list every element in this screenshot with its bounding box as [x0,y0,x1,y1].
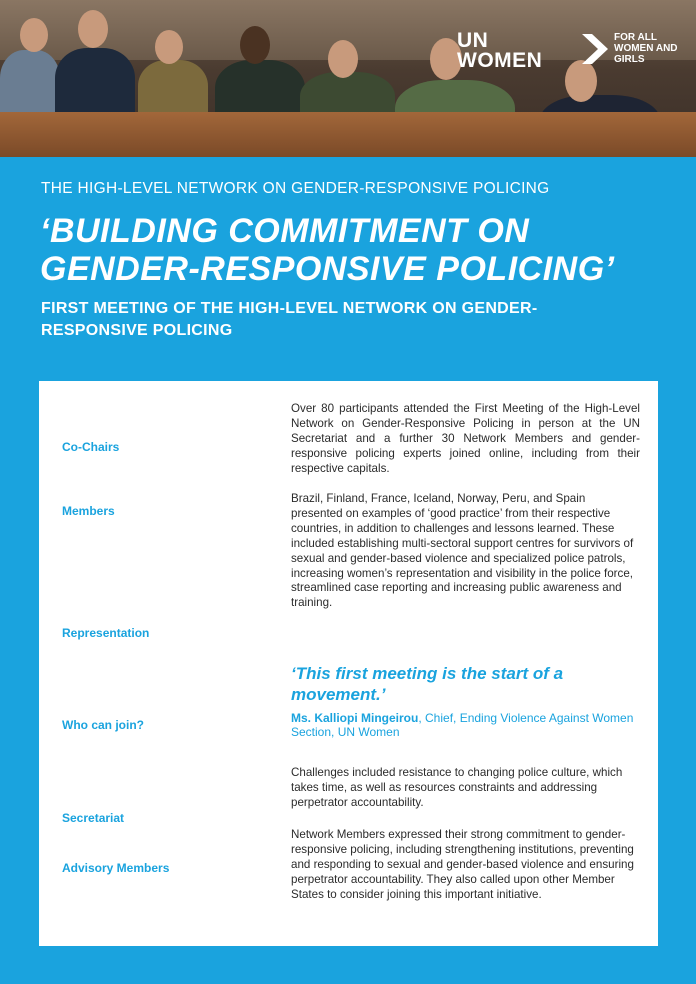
kicker-heading: THE HIGH-LEVEL NETWORK ON GENDER-RESPONSIVE POLICING [41,180,550,197]
paragraph-challenges: Challenges included resistance to changing police culture, which takes time, as well as resources constraints and addressing perpetrator accountability. [291,766,623,809]
paragraph-good-practice: Brazil, Finland, France, Iceland, Norway, Peru, and Spain presented on examples of ‘good practice’ from their respective countries, in addition to challenges and lessons learned. These included establishing multi-sectoral support centres for survivors of sexual and gender-based violence and specialized police patrols, increasing women’s representation and visibility in the police force, streamlined case reporting and increasing public awareness and training. [291,492,634,610]
photo-desk [0,112,696,157]
content-panel [39,381,658,946]
label-representation: Representation [62,626,150,640]
un-women-logo-text: UN WOMEN [457,29,543,72]
paragraph-participants: Over 80 participants attended the First Meeting of the High-Level Network on Gender-Responsive Policing in person at the UN Secretariat and a further 30 Network Members and gender-responsive policing experts joined online, including from their respective capitals. [291,402,640,475]
quote-attribution [291,711,640,739]
header-photo [0,0,696,157]
photo-head [155,30,183,64]
quote-author: Ms. Kalliopi Mingeirou [291,711,419,725]
label-advisory-members: Advisory Members [62,861,170,875]
label-co-chairs: Co-Chairs [62,440,120,454]
photo-head [78,10,108,48]
quote-author-role: , Chief, Ending Violence Against Women Section, UN Women [291,711,634,739]
paragraph-commitment: Network Members expressed their strong commitment to gender-responsive policing, including strengthening institutions, preventing and responding to sexual and gender-based violence and ensuring perpetrator accountability. They also called upon other Member States to consider joining this important initiative. [291,828,634,901]
photo-head [565,60,597,102]
page-subtitle: FIRST MEETING OF THE HIGH-LEVEL NETWORK ON GENDER-RESPONSIVE POLICING [41,300,538,339]
photo-head [240,26,270,64]
label-who-can-join: Who can join? [62,718,144,732]
pull-quote: ‘This first meeting is the start of a movement.’ [291,664,564,704]
photo-head [328,40,358,78]
photo-head [20,18,48,52]
for-all-women-text: FOR ALL WOMEN AND GIRLS [614,32,678,65]
un-women-logo [457,31,567,71]
label-secretariat: Secretariat [62,811,125,825]
page-title: ‘BUILDING COMMITMENT ON GENDER-RESPONSIVE POLICING’ [40,212,615,288]
photo-person [0,50,60,120]
chevron-logo-icon [582,34,610,64]
label-members: Members [62,504,115,518]
